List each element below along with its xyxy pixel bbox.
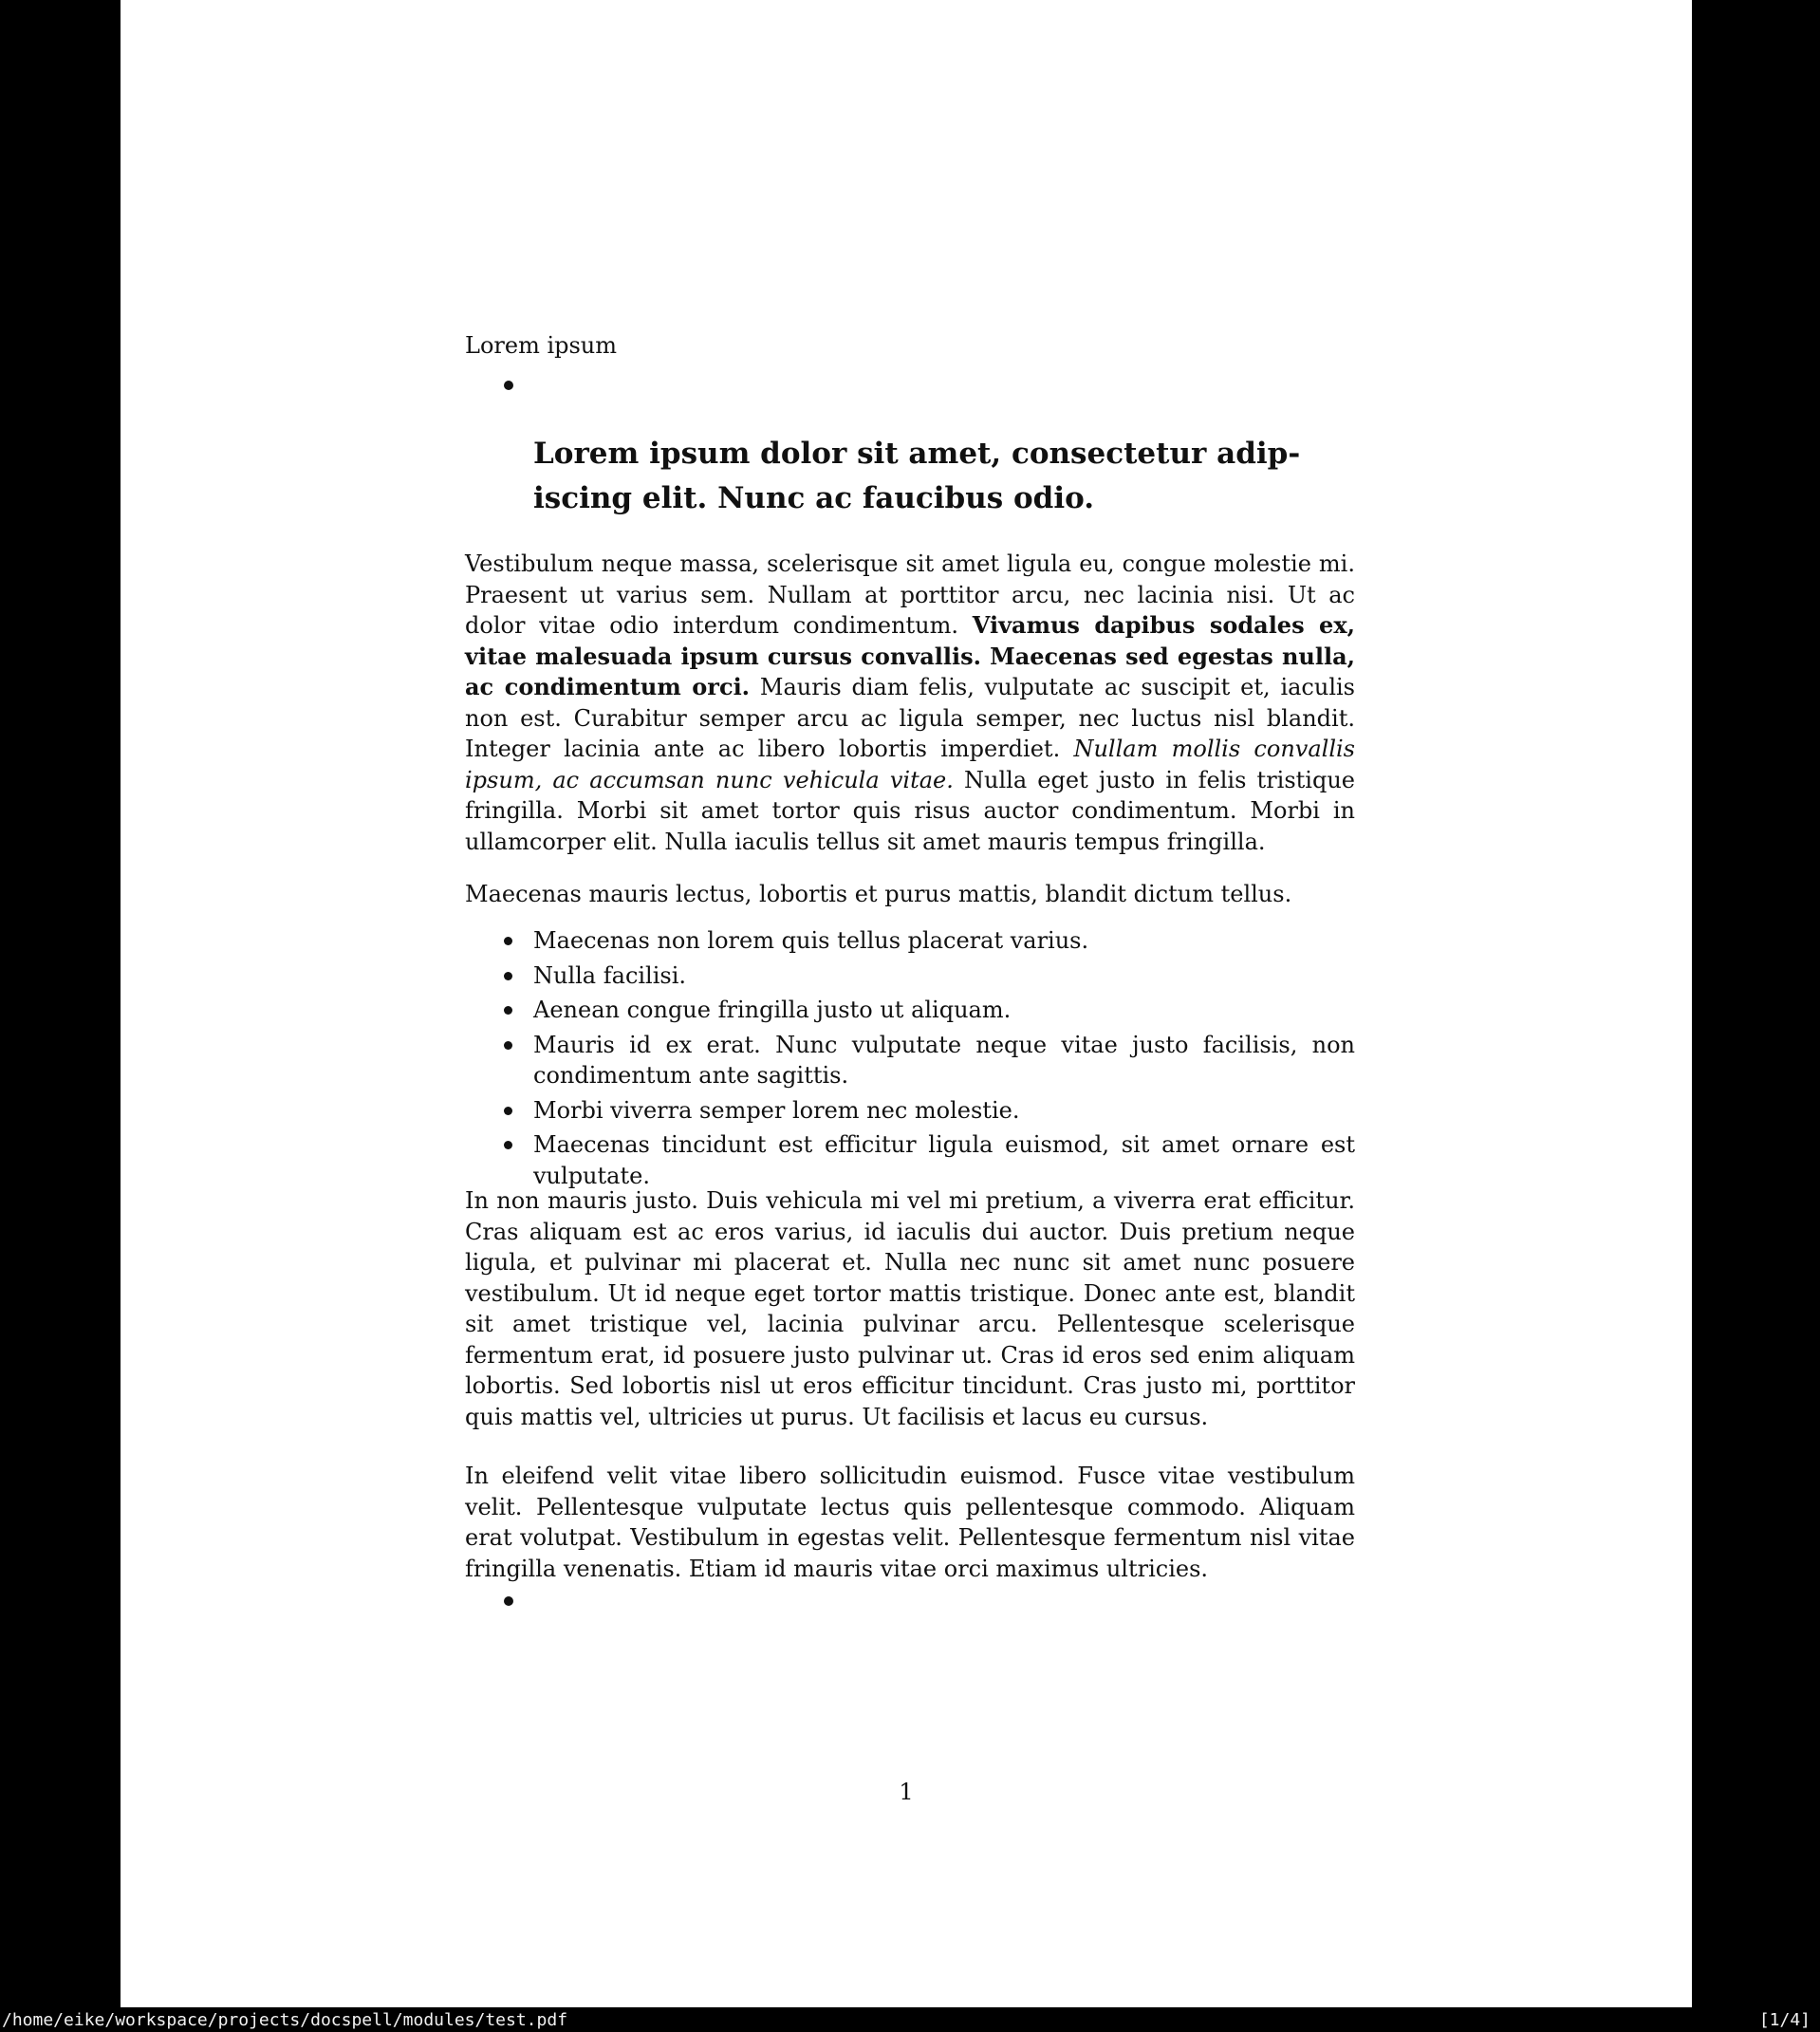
paragraph-1-text: Vestibulum neque massa, scelerisque sit amet ligula eu, congue molestie mi. Praesent ut varius sem. Nullam at porttitor arcu, nec lacinia nisi. Ut ac dolor vitae odio interdum condimentum. [465, 550, 1355, 639]
paragraph-1-italic-text: Nullam mollis convallis ipsum, ac accumsan nunc vehicula vitae. [465, 736, 1355, 793]
bullet-icon [504, 381, 513, 390]
empty-list-item [465, 369, 1355, 401]
body-paragraph-4: In eleifend velit vitae libero sollicitudin euismod. Fusce vitae vestibulum velit. Pellentesque vulputate lectus quis pellentesque commodo. Aliquam erat volutpat. Vestibulum in egestas velit. Pellentesque fermentum nisl vitae fringilla venenatis. Etiam id mauris vitae orci maximus ultricies. [465, 1463, 1355, 1582]
body-paragraph-2: Maecenas mauris lectus, lobortis et purus mattis, blandit dictum tellus. [465, 881, 1292, 907]
pdf-page[interactable] [121, 0, 1692, 2007]
paragraph-1-text: Mauris diam felis, vulputate ac suscipit et, iaculis non est. Curabitur semper arcu ac ligula semper, nec luctus nisl blandit. Integer lacinia ante ac libero lobortis imperdiet. [465, 674, 1356, 762]
list-item-text: Nulla facilisi. [533, 961, 687, 989]
bullet-list [465, 925, 1355, 1195]
list-item [533, 1095, 1355, 1127]
list-item-text: Mauris id ex erat. Nunc vulputate neque vitae justo facilisis, non condimentum ante sagittis. [533, 1031, 1355, 1089]
statusbar [0, 2007, 1820, 2032]
empty-list-item [465, 1585, 1355, 1616]
list-item [533, 995, 1355, 1026]
paragraph-1-bold-text: Vivamus dapibus sodales ex, vitae malesuada ipsum cursus convallis. Maecenas sed egestas nulla, ac condimentum orci. [465, 611, 1355, 700]
list-item [533, 1129, 1355, 1191]
bullet-icon [504, 1041, 512, 1050]
section-heading-line-1: Lorem ipsum dolor sit amet, consectetur adip- [533, 437, 1301, 471]
body-paragraph-1 [465, 549, 1355, 857]
file-path: /home/eike/workspace/projects/docspell/modules/test.pdf [2, 2009, 568, 2030]
list-item [533, 960, 1355, 992]
list-item-text: Maecenas tincidunt est efficitur ligula euismod, sit amet ornare est vulputate. [533, 1131, 1355, 1189]
bullet-icon [504, 937, 512, 945]
section-heading [465, 432, 1355, 521]
section-heading-line-2: iscing elit. Nunc ac faucibus odio. [533, 481, 1095, 515]
bullet-icon [504, 972, 512, 980]
list-item [533, 1030, 1355, 1091]
bullet-icon [504, 1141, 512, 1149]
page-indicator: [1/4] [1758, 2009, 1811, 2030]
body-paragraph-3: In non mauris justo. Duis vehicula mi vel mi pretium, a viverra erat efficitur. Cras aliquam est ac eros varius, id iaculis dui auctor. Duis pretium neque ligula, et pulvinar mi placerat et. Nulla nec nunc sit amet nunc posuere vestibulum. Ut id neque eget tortor mattis tristique. Donec ante est, blandit sit amet tristique vel, lacinia pulvinar arcu. Pellentesque scelerisque fermentum erat, id posuere justo pulvinar ut. Cras id eros sed enim aliquam lobortis. Sed lobortis nisl ut eros efficitur tincidunt. Cras justo mi, porttitor quis mattis vel, ultricies ut purus. Ut facilisis et lacus eu cursus. [465, 1187, 1355, 1430]
bullet-icon [504, 1107, 512, 1115]
intro-text: Lorem ipsum [465, 332, 618, 359]
page-number: 1 [899, 1779, 914, 1805]
bullet-icon [504, 1006, 512, 1015]
list-item [533, 925, 1355, 957]
bullet-icon [504, 1596, 513, 1606]
list-item-text: Aenean congue fringilla justo ut aliquam. [533, 997, 1012, 1023]
list-item-text: Maecenas non lorem quis tellus placerat varius. [533, 927, 1089, 954]
list-item-text: Morbi viverra semper lorem nec molestie. [533, 1096, 1020, 1124]
paragraph-1-text: Nulla eget justo in felis tristique fringilla. Morbi sit amet tortor quis risus auctor condimentum. Morbi in ullamcorper elit. Nulla iaculis tellus sit amet mauris tempus fringilla. [465, 766, 1355, 855]
